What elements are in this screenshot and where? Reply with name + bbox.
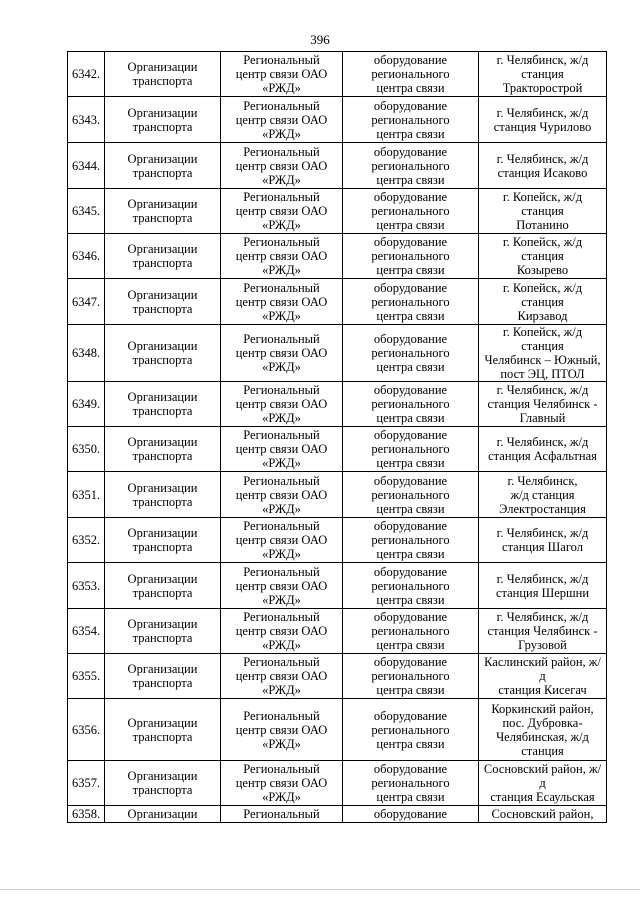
owner-name-cell: Региональный центр связи ОАО «РЖД» — [221, 382, 343, 427]
table-row — [68, 279, 607, 325]
owner-name-cell: Региональный центр связи ОАО «РЖД» — [221, 234, 343, 279]
equipment-description-cell: оборудование регионального центра связи — [343, 472, 479, 518]
organization-type-cell: Организации — [105, 806, 221, 823]
organization-type-cell: Организации транспорта — [105, 761, 221, 806]
equipment-description-cell: оборудование — [343, 806, 479, 823]
table-row — [68, 234, 607, 279]
location-cell: г. Челябинск, ж/д станция Шагол — [479, 518, 607, 563]
organization-type-cell: Организации транспорта — [105, 609, 221, 654]
organization-type-cell: Организации транспорта — [105, 189, 221, 234]
equipment-description-cell: оборудование регионального центра связи — [343, 563, 479, 609]
organization-type-cell: Организации транспорта — [105, 234, 221, 279]
location-cell: г. Копейск, ж/д станция Потанино — [479, 189, 607, 234]
location-cell: Каслинский район, ж/д станция Кисегач — [479, 654, 607, 699]
organization-type-cell: Организации транспорта — [105, 654, 221, 699]
row-number-cell: 6343. — [68, 97, 105, 143]
equipment-description-cell: оборудование регионального центра связи — [343, 97, 479, 143]
owner-name-cell: Региональный центр связи ОАО «РЖД» — [221, 279, 343, 325]
location-cell: г. Челябинск, ж/д станция Электростанция — [479, 472, 607, 518]
registry-table — [67, 51, 607, 823]
equipment-description-cell: оборудование регионального центра связи — [343, 189, 479, 234]
equipment-description-cell: оборудование регионального центра связи — [343, 609, 479, 654]
page-number: 396 — [310, 32, 330, 47]
location-cell: г. Челябинск, ж/д станция Асфальтная — [479, 427, 607, 472]
row-number-cell: 6352. — [68, 518, 105, 563]
organization-type-cell: Организации транспорта — [105, 97, 221, 143]
equipment-description-cell: оборудование регионального центра связи — [343, 325, 479, 382]
row-number-cell: 6354. — [68, 609, 105, 654]
organization-type-cell: Организации транспорта — [105, 325, 221, 382]
location-cell: г. Челябинск, ж/д станция Челябинск - Грузовой — [479, 609, 607, 654]
owner-name-cell: Региональный центр связи ОАО «РЖД» — [221, 472, 343, 518]
table-row — [68, 325, 607, 382]
table-row — [68, 654, 607, 699]
location-cell: Сосновский район, — [479, 806, 607, 823]
location-cell: г. Челябинск, ж/д станция Тракторострой — [479, 52, 607, 97]
row-number-cell: 6345. — [68, 189, 105, 234]
organization-type-cell: Организации транспорта — [105, 699, 221, 761]
owner-name-cell: Региональный центр связи ОАО «РЖД» — [221, 325, 343, 382]
equipment-description-cell: оборудование регионального центра связи — [343, 279, 479, 325]
table-row — [68, 143, 607, 189]
table-row — [68, 52, 607, 97]
organization-type-cell: Организации транспорта — [105, 563, 221, 609]
row-number-cell: 6351. — [68, 472, 105, 518]
row-number-cell: 6346. — [68, 234, 105, 279]
equipment-description-cell: оборудование регионального центра связи — [343, 52, 479, 97]
registry-table-body — [68, 52, 607, 823]
owner-name-cell: Региональный центр связи ОАО «РЖД» — [221, 699, 343, 761]
organization-type-cell: Организации транспорта — [105, 518, 221, 563]
owner-name-cell: Региональный центр связи ОАО «РЖД» — [221, 189, 343, 234]
row-number-cell: 6347. — [68, 279, 105, 325]
owner-name-cell: Региональный центр связи ОАО «РЖД» — [221, 97, 343, 143]
equipment-description-cell: оборудование регионального центра связи — [343, 654, 479, 699]
table-row — [68, 609, 607, 654]
organization-type-cell: Организации транспорта — [105, 52, 221, 97]
table-row — [68, 563, 607, 609]
table-row — [68, 806, 607, 823]
equipment-description-cell: оборудование регионального центра связи — [343, 427, 479, 472]
row-number-cell: 6349. — [68, 382, 105, 427]
location-cell: г. Копейск, ж/д станция Челябинск – Южный, пост ЭЦ, ПТОЛ — [479, 325, 607, 382]
row-number-cell: 6342. — [68, 52, 105, 97]
owner-name-cell: Региональный центр связи ОАО «РЖД» — [221, 609, 343, 654]
table-row — [68, 189, 607, 234]
row-number-cell: 6355. — [68, 654, 105, 699]
table-row — [68, 97, 607, 143]
row-number-cell: 6344. — [68, 143, 105, 189]
page-bottom-divider — [0, 889, 640, 890]
equipment-description-cell: оборудование регионального центра связи — [343, 699, 479, 761]
location-cell: Сосновский район, ж/д станция Есаульская — [479, 761, 607, 806]
table-row — [68, 427, 607, 472]
location-cell: Коркинский район, пос. Дубровка- Челябинская, ж/д станция — [479, 699, 607, 761]
owner-name-cell: Региональный центр связи ОАО «РЖД» — [221, 654, 343, 699]
row-number-cell: 6358. — [68, 806, 105, 823]
equipment-description-cell: оборудование регионального центра связи — [343, 518, 479, 563]
organization-type-cell: Организации транспорта — [105, 279, 221, 325]
table-row — [68, 518, 607, 563]
organization-type-cell: Организации транспорта — [105, 382, 221, 427]
organization-type-cell: Организации транспорта — [105, 427, 221, 472]
owner-name-cell: Региональный центр связи ОАО «РЖД» — [221, 427, 343, 472]
owner-name-cell: Региональный центр связи ОАО «РЖД» — [221, 143, 343, 189]
table-row — [68, 472, 607, 518]
owner-name-cell: Региональный центр связи ОАО «РЖД» — [221, 52, 343, 97]
location-cell: г. Челябинск, ж/д станция Исаково — [479, 143, 607, 189]
owner-name-cell: Региональный центр связи ОАО «РЖД» — [221, 518, 343, 563]
owner-name-cell: Региональный — [221, 806, 343, 823]
organization-type-cell: Организации транспорта — [105, 472, 221, 518]
location-cell: г. Челябинск, ж/д станция Шершни — [479, 563, 607, 609]
row-number-cell: 6357. — [68, 761, 105, 806]
location-cell: г. Челябинск, ж/д станция Чурилово — [479, 97, 607, 143]
owner-name-cell: Региональный центр связи ОАО «РЖД» — [221, 761, 343, 806]
table-row — [68, 761, 607, 806]
equipment-description-cell: оборудование регионального центра связи — [343, 234, 479, 279]
location-cell: г. Челябинск, ж/д станция Челябинск - Главный — [479, 382, 607, 427]
row-number-cell: 6350. — [68, 427, 105, 472]
equipment-description-cell: оборудование регионального центра связи — [343, 143, 479, 189]
location-cell: г. Копейск, ж/д станция Кирзавод — [479, 279, 607, 325]
table-row — [68, 382, 607, 427]
row-number-cell: 6348. — [68, 325, 105, 382]
table-row — [68, 699, 607, 761]
organization-type-cell: Организации транспорта — [105, 143, 221, 189]
equipment-description-cell: оборудование регионального центра связи — [343, 382, 479, 427]
row-number-cell: 6356. — [68, 699, 105, 761]
equipment-description-cell: оборудование регионального центра связи — [343, 761, 479, 806]
location-cell: г. Копейск, ж/д станция Козырево — [479, 234, 607, 279]
row-number-cell: 6353. — [68, 563, 105, 609]
owner-name-cell: Региональный центр связи ОАО «РЖД» — [221, 563, 343, 609]
